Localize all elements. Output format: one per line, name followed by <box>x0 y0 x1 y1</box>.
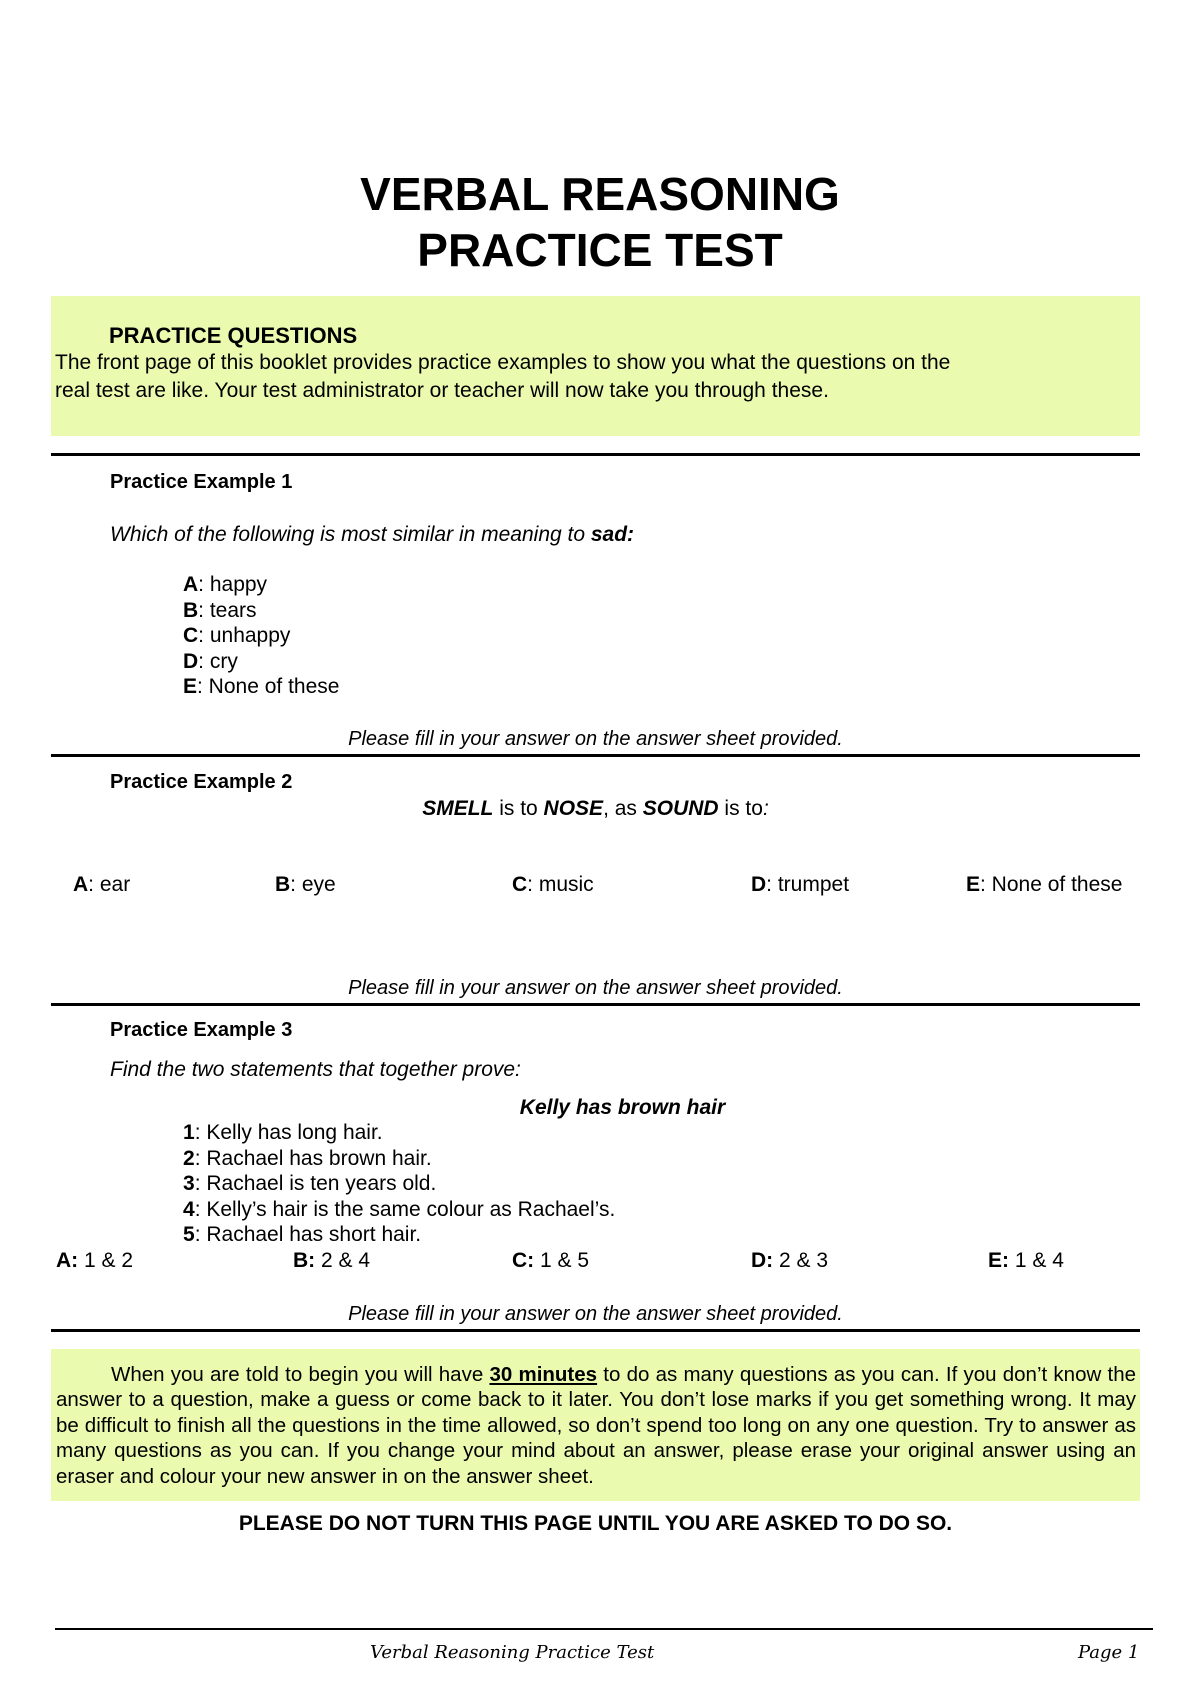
option-d: D: cry <box>183 649 238 673</box>
example3-option-d: D: 2 & 3 <box>751 1249 829 1272</box>
page-title-line1: VERBAL REASONING <box>360 168 840 220</box>
answer-note-3: Please fill in your answer on the answer sheet provided. <box>348 1303 843 1325</box>
statement-3: 3: Rachael is ten years old. <box>183 1172 437 1196</box>
example3-conclusion: Kelly has brown hair <box>519 1096 726 1119</box>
example3-question: Find the two statements that together prove: <box>110 1058 521 1081</box>
divider <box>51 754 1140 757</box>
example1-options <box>183 572 339 700</box>
example2-option-d: D: trumpet <box>751 873 850 896</box>
example1-question-word: sad: <box>590 523 635 546</box>
example3-option-e: E: 1 & 4 <box>988 1249 1064 1272</box>
divider <box>51 1329 1140 1332</box>
page-title-line2: PRACTICE TEST <box>417 224 783 276</box>
divider <box>51 1003 1140 1006</box>
intro-heading: PRACTICE QUESTIONS <box>109 323 358 348</box>
statement-5: 5: Rachael has short hair. <box>183 1223 422 1247</box>
warning-text: PLEASE DO NOT TURN THIS PAGE UNTIL YOU ARE ASKED TO DO SO. <box>238 1512 953 1535</box>
example3-heading: Practice Example 3 <box>110 1019 293 1041</box>
footer-title: Verbal Reasoning Practice Test <box>370 1642 655 1663</box>
intro-box <box>51 296 1140 436</box>
example3-statements <box>183 1120 615 1248</box>
answer-note-1: Please fill in your answer on the answer sheet provided. <box>348 728 843 750</box>
example1-heading: Practice Example 1 <box>110 471 293 493</box>
example1-question-text: Which of the following is most similar in meaning to <box>110 523 591 546</box>
option-c: C: unhappy <box>183 624 291 648</box>
statement-2: 2: Rachael has brown hair. <box>183 1146 432 1170</box>
example2-option-e: E: None of these <box>966 873 1123 896</box>
example2-option-a: A: ear <box>73 873 131 896</box>
statement-1: 1: Kelly has long hair. <box>183 1121 383 1144</box>
answer-note-2: Please fill in your answer on the answer sheet provided. <box>348 977 843 999</box>
intro-line2: real test are like. Your test administrator or teacher will now take you through these. <box>55 379 829 402</box>
time-limit: 30 minutes <box>489 1363 598 1386</box>
example2-question: SMELL is to NOSE, as SOUND is to: <box>422 797 769 820</box>
footer-divider <box>55 1628 1153 1630</box>
footer-page-number: Page 1 <box>1078 1642 1140 1663</box>
example1-question <box>110 522 634 548</box>
example2-heading: Practice Example 2 <box>110 771 293 793</box>
example2-option-c: C: music <box>512 873 594 896</box>
divider <box>51 453 1140 456</box>
example3-option-c: C: 1 & 5 <box>512 1249 590 1272</box>
example3-option-a: A: 1 & 2 <box>56 1249 134 1272</box>
option-e: E: None of these <box>183 675 340 699</box>
statement-4: 4: Kelly’s hair is the same colour as Rachael’s. <box>183 1197 616 1221</box>
instructions-paragraph: When you are told to begin you will have 30 minutes to do as many questions as you can. If you don’t know the answer to a question, make a guess or come back to it later. You don’t lose marks if you get something wrong. It may be difficult to finish all the questions in the time allowed, so don’t spend too long on any one question. Try to answer as many questions as you can. If you change your mind about an answer, please erase your original answer using an eraser and colour your new answer in on the answer sheet. <box>56 1363 1136 1488</box>
option-a: A: happy <box>183 573 268 596</box>
intro-line1: The front page of this booklet provides practice examples to show you what the questions on the <box>55 351 951 374</box>
option-b: B: tears <box>183 598 257 622</box>
example2-option-b: B: eye <box>275 873 336 896</box>
example3-option-b: B: 2 & 4 <box>293 1249 371 1272</box>
